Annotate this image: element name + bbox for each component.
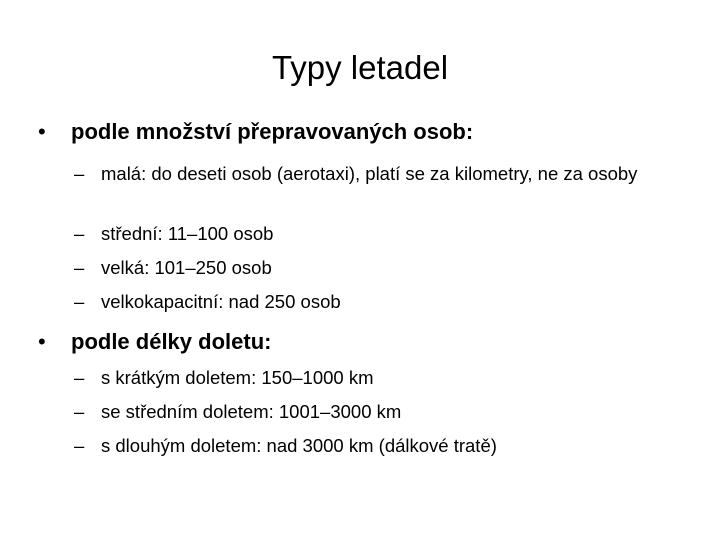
subitem-short-range-text: s krátkým doletem: 150–1000 km	[101, 367, 374, 388]
dash-marker: –	[74, 435, 85, 456]
section-heading-capacity: podle množství přepravovaných osob:	[71, 119, 474, 144]
dash-marker: –	[74, 163, 85, 184]
dash-marker: –	[74, 291, 85, 312]
subitem-medium-text: střední: 11–100 osob	[101, 223, 274, 244]
subitem-large-text: velká: 101–250 osob	[101, 257, 272, 278]
bullet-marker: •	[38, 119, 46, 144]
subitem-small-text: malá: do deseti osob (aerotaxi), platí se za kilometry, ne za osoby	[101, 163, 638, 184]
dash-marker: –	[74, 257, 85, 278]
bullet-marker: •	[38, 329, 46, 354]
dash-marker: –	[74, 401, 85, 422]
dash-marker: –	[74, 367, 85, 388]
subitem-medium-range-text: se středním doletem: 1001–3000 km	[101, 401, 402, 422]
subitem-wide-body-text: velkokapacitní: nad 250 osob	[101, 291, 341, 312]
subitem-long-range-text: s dlouhým doletem: nad 3000 km (dálkové tratě)	[101, 435, 497, 456]
slide-title: Typy letadel	[271, 49, 449, 86]
dash-marker: –	[74, 223, 85, 244]
section-heading-range: podle délky doletu:	[71, 329, 272, 354]
